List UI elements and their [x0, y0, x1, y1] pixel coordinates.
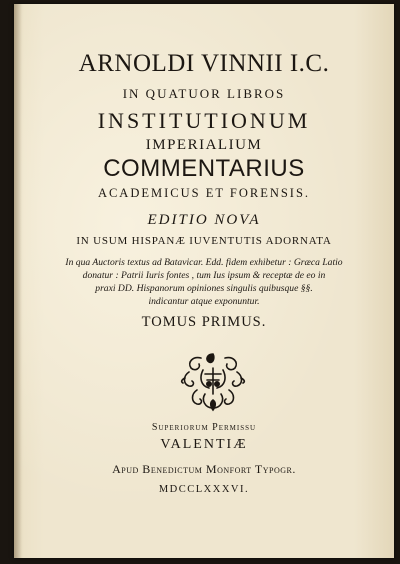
- imperialium-line: IMPERIALIUM: [145, 137, 263, 153]
- note-line-3: praxi DD. Hispanorum opiniones singulis quibusque §§.: [95, 283, 313, 294]
- note-line-1: In qua Auctoris textus ad Batavicar. Edd. fidem exhibetur : Græca Latio: [65, 257, 343, 268]
- spine-shadow: [14, 4, 22, 558]
- valentiae-line: VALENTIÆ: [160, 437, 248, 452]
- commentarius-line: COMMENTARIUS: [103, 155, 305, 182]
- note-line-4: indicantur atque exponuntur.: [148, 296, 260, 307]
- tomus-line: TOMUS PRIMUS.: [141, 314, 267, 330]
- year-line: MDCCLXXXVI.: [158, 484, 250, 495]
- printer-line: Apud Benedictum Monfort Typogr.: [112, 462, 296, 476]
- note-line-2: donatur : Patrii Iuris fontes , tum Ius ipsum & receptæ de eo in: [82, 270, 326, 281]
- superiorum-permissu-line: Superiorum Permissu: [151, 422, 257, 433]
- academicus-line: ACADEMICUS ET FORENSIS.: [97, 186, 311, 200]
- in-quatuor-line: IN QUATUOR LIBROS: [122, 86, 286, 101]
- title-page: [14, 4, 394, 558]
- title-text-block: [34, 4, 374, 558]
- fleuron-ornament-icon: [179, 350, 247, 414]
- editio-nova-line: EDITIO NOVA: [147, 212, 261, 228]
- in-usum-line: IN USUM HISPANÆ IUVENTUTIS ADORNATA: [76, 235, 332, 247]
- institutionum-line: INSTITUTIONUM: [97, 108, 311, 133]
- author-line: ARNOLDI VINNII I.C.: [78, 50, 330, 77]
